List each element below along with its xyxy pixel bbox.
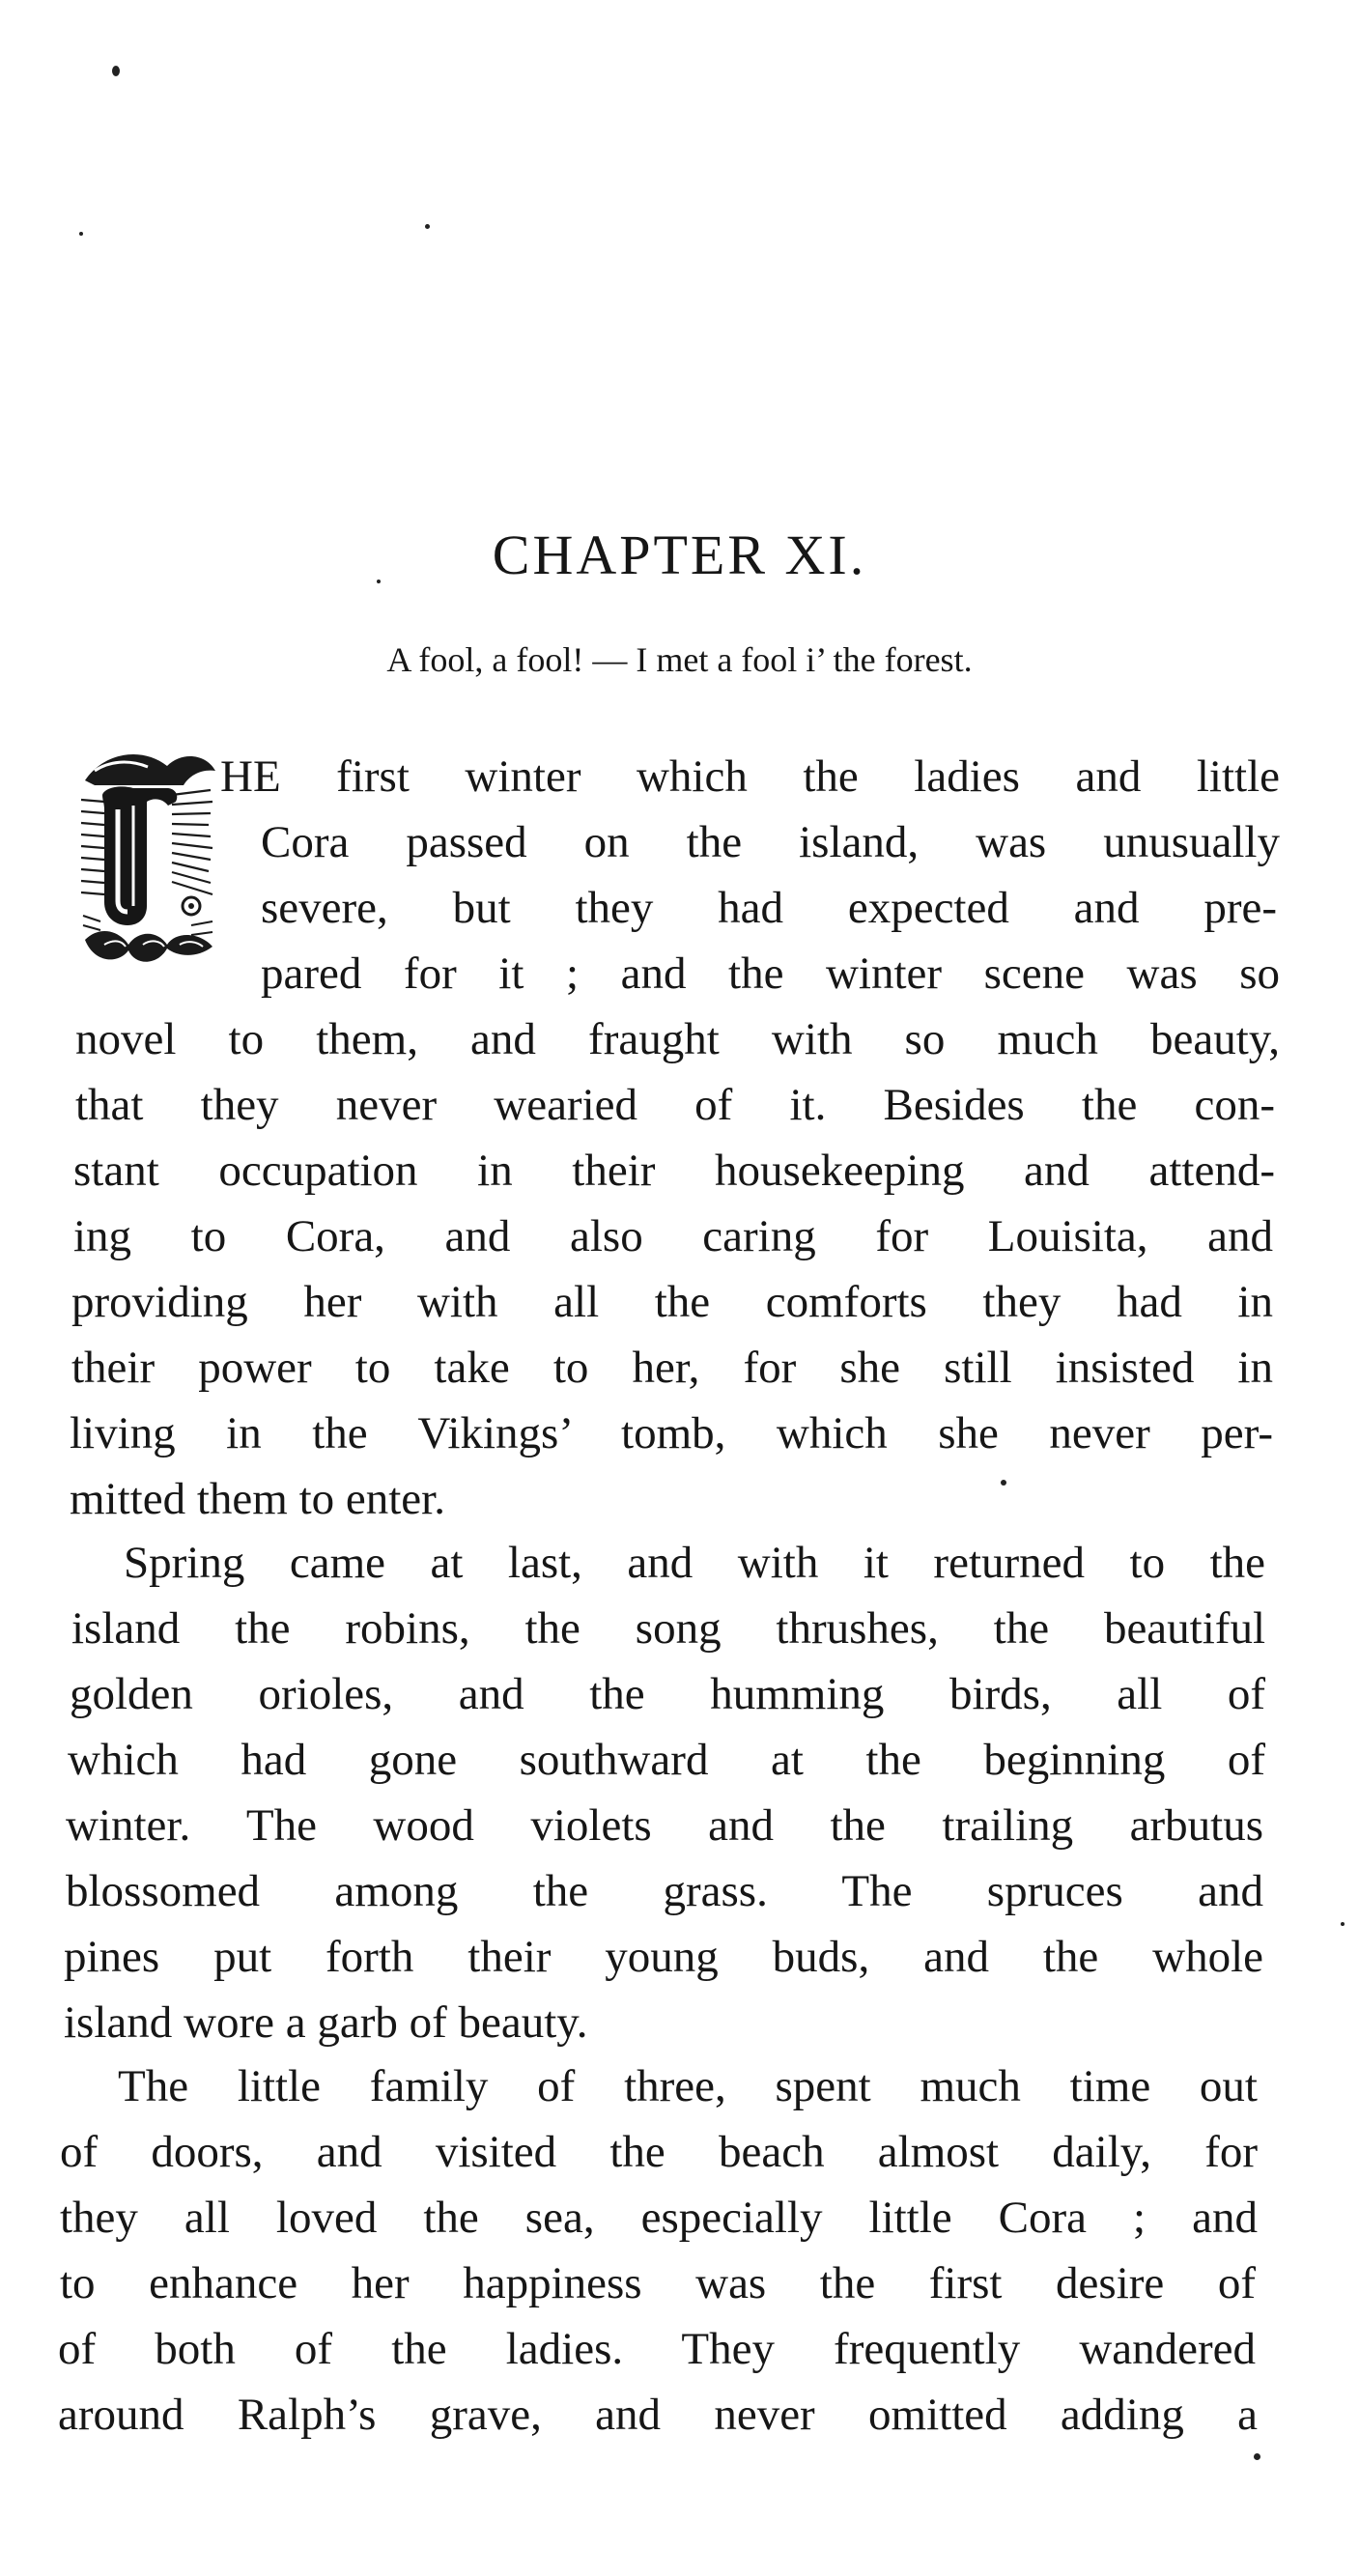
text-line: novel to them, and fraught with so much beauty, — [75, 1014, 1280, 1064]
text-line: The little family of three, spent much time out — [118, 2061, 1258, 2111]
text-line: Cora passed on the island, was unusually — [261, 817, 1280, 867]
ink-speck — [1001, 1480, 1006, 1486]
text-line: winter. The wood violets and the trailing arbutus — [66, 1800, 1263, 1851]
text-line: living in the Vikings’ tomb, which she never per- — [70, 1408, 1273, 1458]
chapter-title: CHAPTER XI. — [492, 524, 867, 586]
text-line: pared for it ; and the winter scene was so — [261, 948, 1280, 999]
text-line: mitted them to enter. — [70, 1474, 445, 1524]
ornamental-drop-cap — [75, 742, 220, 983]
text-line: around Ralph’s grave, and never omitted adding a — [58, 2390, 1258, 2440]
text-line: of both of the ladies. They frequently wandered — [58, 2324, 1256, 2374]
text-line: they all loved the sea, especially little Cora ; and — [60, 2193, 1258, 2243]
text-line: ing to Cora, and also caring for Louisita, and — [73, 1211, 1273, 1261]
ink-speck — [79, 232, 83, 236]
text-line: island the robins, the song thrushes, the beautiful — [71, 1603, 1265, 1654]
text-line: severe, but they had expected and pre- — [261, 883, 1277, 933]
text-line: providing her with all the comforts they had in — [71, 1277, 1273, 1327]
chapter-epigraph: A fool, a fool! — I met a fool i’ the forest. — [386, 640, 973, 679]
text-line: blossomed among the grass. The spruces and — [66, 1866, 1263, 1916]
ink-speck — [112, 66, 120, 76]
text-line: to enhance her happiness was the first desire of — [60, 2258, 1256, 2308]
text-line: that they never wearied of it. Besides the con- — [75, 1080, 1275, 1130]
text-line: stant occupation in their housekeeping and attend- — [73, 1146, 1275, 1196]
text-line: golden orioles, and the humming birds, all of — [70, 1669, 1265, 1719]
text-line: of doors, and visited the beach almost daily, for — [60, 2127, 1258, 2177]
text-line: their power to take to her, for she still insisted in — [71, 1343, 1273, 1393]
ink-speck — [1254, 2453, 1260, 2460]
text-line: which had gone southward at the beginning of — [68, 1735, 1265, 1785]
ink-speck — [1341, 1922, 1345, 1926]
ink-speck — [425, 224, 430, 229]
text-line: pines put forth their young buds, and the whole — [64, 1932, 1263, 1982]
text-line: HE first winter which the ladies and little — [220, 751, 1280, 802]
text-line: island wore a garb of beauty. — [64, 1997, 588, 2048]
text-line: Spring came at last, and with it returned to the — [124, 1538, 1265, 1588]
